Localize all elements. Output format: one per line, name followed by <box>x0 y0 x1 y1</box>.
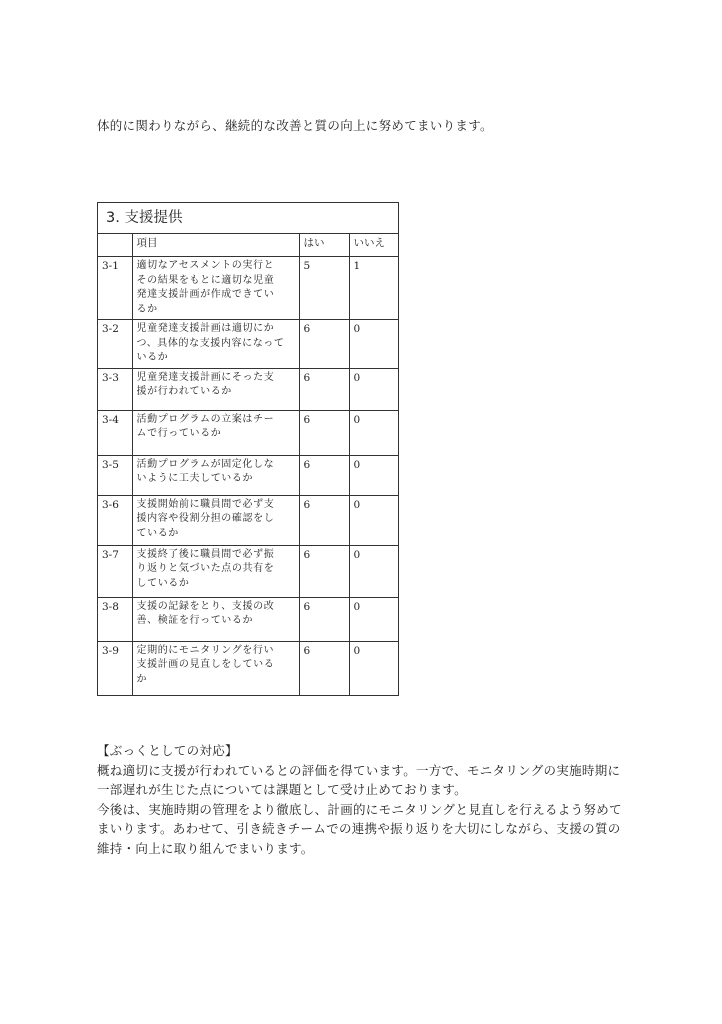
header-number <box>98 234 132 257</box>
row-yes-count: 6 <box>299 410 349 455</box>
row-item-line: か <box>136 673 148 685</box>
response-heading: 【ぶっくとしての対応】 <box>97 743 238 758</box>
table-row <box>98 545 398 597</box>
row-item-line: 支援開始前に職員間で必ず支 <box>136 498 275 510</box>
row-number: 3-3 <box>98 368 132 410</box>
row-yes-count: 6 <box>299 495 349 545</box>
table-row <box>98 455 398 495</box>
row-no-count: 0 <box>349 597 398 641</box>
table-row <box>98 641 398 695</box>
row-number: 3-8 <box>98 597 132 641</box>
table-header-row <box>98 234 398 257</box>
row-item <box>132 641 299 695</box>
row-item-line: 支援計画の見直しをしている <box>136 659 275 670</box>
row-item-line: 援内容や役割分担の確認をし <box>136 513 275 524</box>
response-line: まいります。あわせて、引き続きチームでの連携や振り返りを大切にしながら、支援の質の <box>97 821 621 836</box>
row-item <box>132 597 299 641</box>
row-no-count: 0 <box>349 641 398 695</box>
row-item-line: 善、検証を行っているか <box>136 615 254 626</box>
row-no-count: 0 <box>349 410 398 455</box>
response-line: 今後は、実施時期の管理をより徹底し、計画的にモニタリングと見直しを行えるよう努めて <box>97 801 622 817</box>
header-item: 項目 <box>132 234 299 257</box>
row-no-count: 0 <box>349 495 398 545</box>
table-row <box>98 495 398 545</box>
header-yes: はい <box>299 234 349 257</box>
response-line: 概ね適切に支援が行われているとの評価を得ています。一方で、モニタリングの実施時期に <box>97 762 621 778</box>
row-number: 3-5 <box>98 455 132 495</box>
row-number: 3-6 <box>98 495 132 545</box>
row-item <box>132 545 299 597</box>
row-no-count: 0 <box>349 455 398 495</box>
row-number: 3-4 <box>98 410 132 455</box>
row-yes-count: 6 <box>299 545 349 597</box>
row-yes-count: 6 <box>299 641 349 695</box>
row-number: 3-9 <box>98 641 132 695</box>
response-line: 維持・向上に取り組んでまいります。 <box>97 840 314 856</box>
row-item-line: その結果をもとに適切な児童 <box>136 274 275 286</box>
row-yes-count: 5 <box>299 257 349 320</box>
row-number: 3-7 <box>98 545 132 597</box>
row-item-line: 援が行われているか <box>136 386 232 397</box>
table-row <box>98 410 398 455</box>
row-item <box>132 495 299 545</box>
intro-text: 体的に関わりながら、継続的な改善と質の向上に努めてまいります。 <box>97 118 493 133</box>
evaluation-table <box>97 202 399 696</box>
row-item <box>132 320 299 369</box>
row-item-line: り返りと気づいた点の共有を <box>136 563 275 574</box>
row-item-line: 定期的にモニタリングを行い <box>136 644 275 656</box>
row-item-line: つ、具体的な支援内容になって <box>136 337 285 349</box>
row-item-line: 支援終了後に職員間で必ず振 <box>136 548 275 560</box>
row-yes-count: 6 <box>299 455 349 495</box>
row-item-line: いるか <box>136 352 169 363</box>
row-yes-count: 6 <box>299 368 349 410</box>
row-item-line: いように工夫しているか <box>136 473 254 484</box>
row-item-line: 適切なアセスメントの実行と <box>136 260 275 271</box>
row-no-count: 1 <box>349 257 398 320</box>
row-item-line: 発達支援計画が作成できてい <box>136 289 275 300</box>
table-row <box>98 597 398 641</box>
row-item-line: 児童発達支援計画は適切にか <box>136 323 275 334</box>
table-title: 3. 支援提供 <box>98 203 398 234</box>
row-item-line: ているか <box>136 527 179 539</box>
evaluation-grid <box>98 234 398 695</box>
row-no-count: 0 <box>349 545 398 597</box>
row-item <box>132 368 299 410</box>
row-item-line: 児童発達支援計画にそった支 <box>136 371 275 383</box>
row-item-line: るか <box>136 303 158 315</box>
row-item-line: しているか <box>136 577 190 589</box>
row-number: 3-1 <box>98 257 132 320</box>
row-item <box>132 455 299 495</box>
row-item-line: 支援の記録をとり、支援の改 <box>136 600 275 612</box>
row-no-count: 0 <box>349 368 398 410</box>
row-yes-count: 6 <box>299 597 349 641</box>
table-row <box>98 320 398 369</box>
row-item-line: 活動プログラムの立案はチー <box>136 413 275 425</box>
row-number: 3-2 <box>98 320 132 369</box>
row-item <box>132 257 299 320</box>
response-section <box>97 741 622 858</box>
row-item-line: 活動プログラムが固定化しな <box>136 458 275 470</box>
row-item <box>132 410 299 455</box>
row-no-count: 0 <box>349 320 398 369</box>
response-line: 一部遅れが生じた点については課題として受け止めております。 <box>97 782 467 797</box>
table-row <box>98 257 398 320</box>
row-item-line: ムで行っているか <box>136 428 222 439</box>
header-no: いいえ <box>349 234 398 257</box>
row-yes-count: 6 <box>299 320 349 369</box>
table-row <box>98 368 398 410</box>
